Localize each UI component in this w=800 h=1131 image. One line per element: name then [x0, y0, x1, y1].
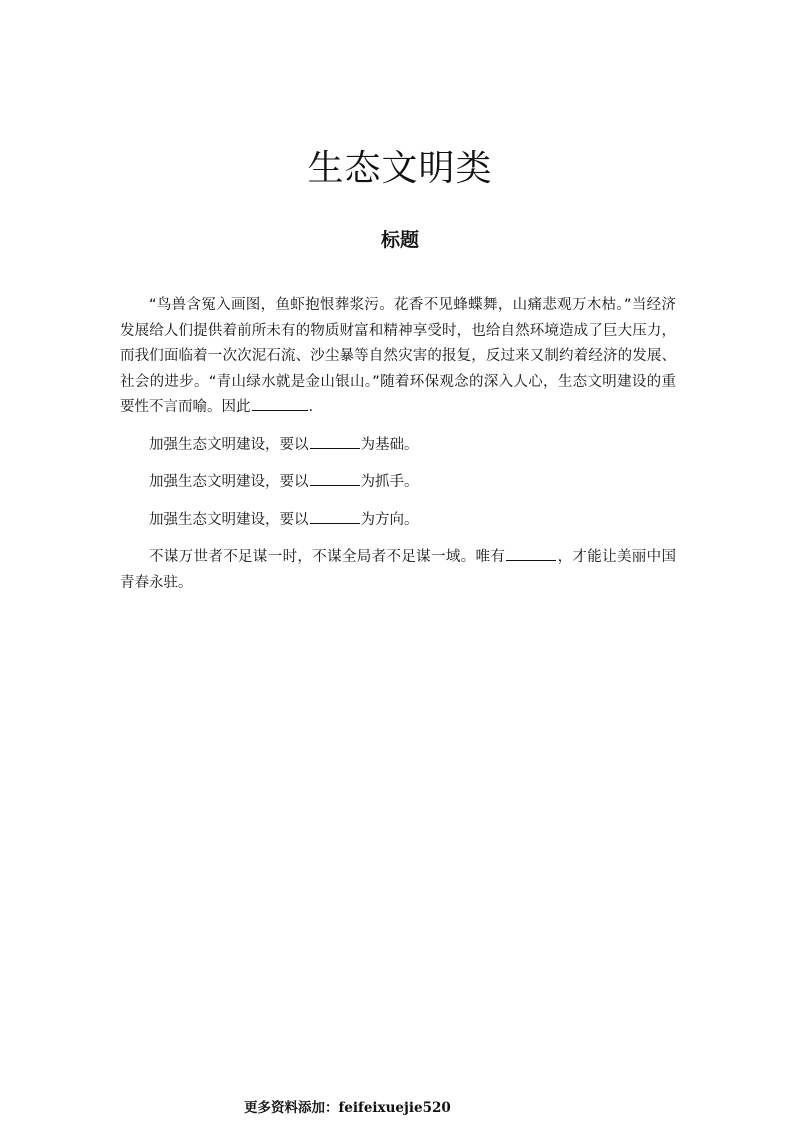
conclusion-after: ，才能让美丽中国青春永驻。 — [120, 549, 676, 591]
point-1-before: 加强生态文明建设，要以 — [149, 436, 309, 453]
intro-paragraph-end: . — [308, 399, 314, 415]
document-body — [120, 293, 676, 608]
point-paragraph-1 — [120, 433, 676, 459]
point-paragraph-2 — [120, 470, 676, 496]
intro-paragraph — [120, 293, 676, 421]
fill-in-blank — [252, 396, 308, 411]
point-3-before: 加强生态文明建设，要以 — [149, 511, 309, 528]
intro-paragraph-text: “鸟兽含冤入画图，鱼虾抱恨葬浆污。花香不见蜂蝶舞，山痛悲观万木枯。”当经济发展给人们提供着前所未有的物质财富和精神享受时，也给自然环境造成了巨大压力，而我们面临着一次次泥石流、沙尘暴等自然灾害的报复，反过来又制约着经济的发展、社会的进步。“青山绿水就是金山银山。”随着环保观念的深入人心，生态文明建设的重要性不言而喻。因此 — [120, 297, 676, 415]
fill-in-blank — [310, 509, 360, 524]
point-3-after: 为方向。 — [360, 511, 419, 528]
conclusion-before: 不谋万世者不足谋一时，不谋全局者不足谋一域。唯有 — [149, 549, 506, 565]
footer-note: 更多资料添加：feifeixuejie520 — [244, 1100, 451, 1116]
point-2-after: 为抓手。 — [360, 474, 419, 490]
fill-in-blank — [506, 546, 556, 561]
point-paragraph-3 — [120, 508, 676, 534]
document-title: 生态文明类 — [307, 148, 493, 189]
conclusion-paragraph — [120, 545, 676, 596]
point-1-after: 为基础。 — [360, 436, 419, 453]
point-2-before: 加强生态文明建设，要以 — [149, 474, 309, 490]
fill-in-blank — [310, 471, 360, 486]
document-subtitle: 标题 — [380, 229, 419, 251]
fill-in-blank — [310, 434, 360, 449]
